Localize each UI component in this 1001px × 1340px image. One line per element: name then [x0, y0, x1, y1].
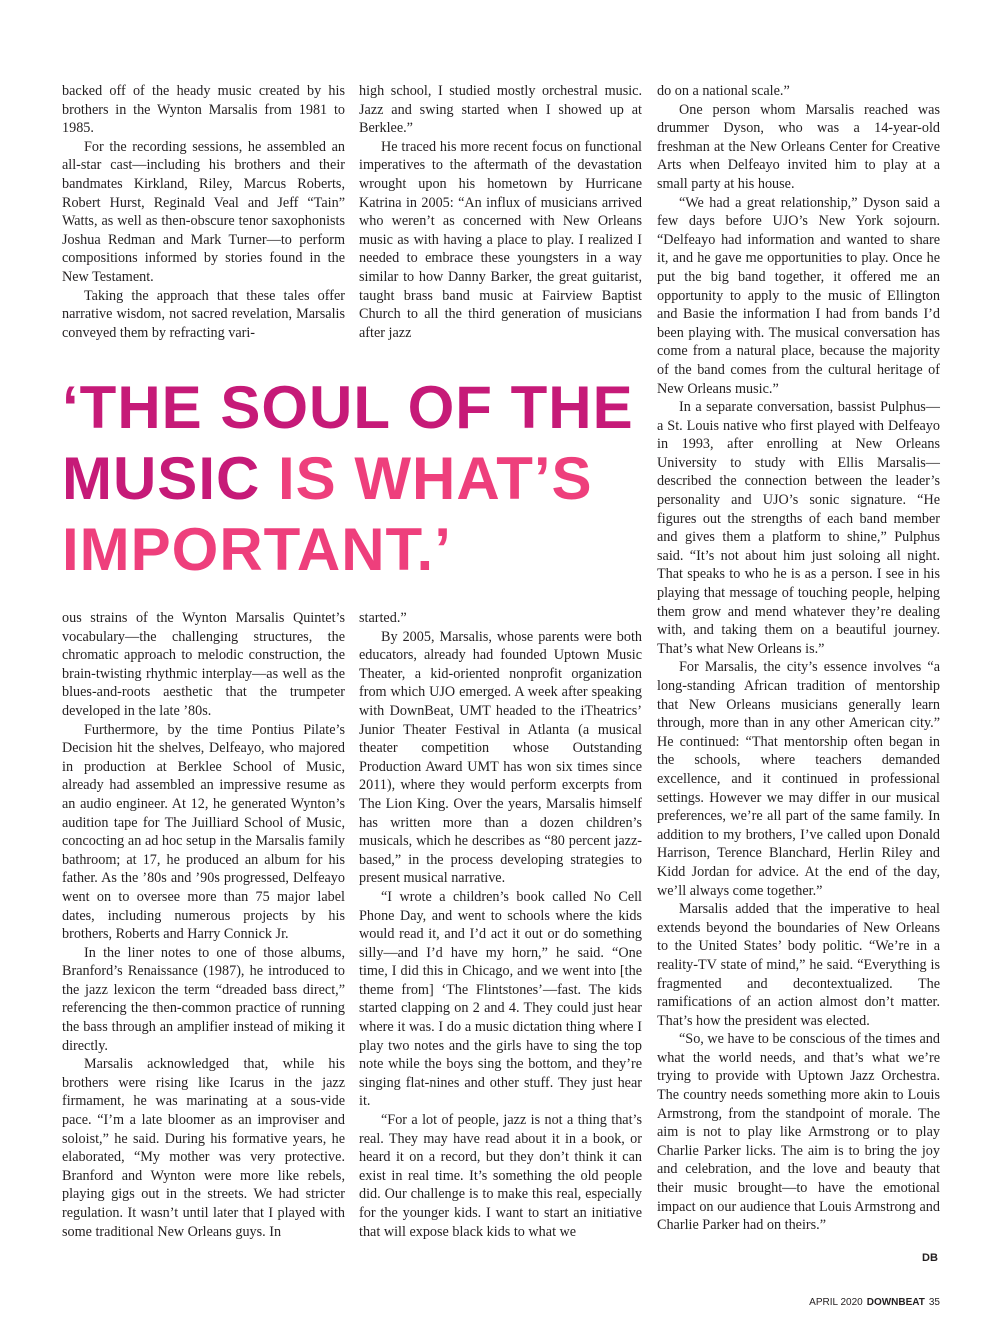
paragraph: ous strains of the Wynton Marsalis Quintet’s vocabulary—the challenging structures, the chromatic approach to melodic construction, the brain-twisting rhythmic interplay—as well as the blues-and-roots aesthetic that the trumpeter developed in the late ’80s.	[62, 610, 345, 719]
end-of-article-mark: DB	[922, 1252, 938, 1264]
paragraph: In a separate conversation, bassist Pulphus—a St. Louis native who first played with Delfeayo in 1993, after enrolling at New Orleans University to study with Ellis Marsalis—described the connection between the leader’s personality and UJO’s sonic signature. “He figures out the strengths of each band member and gives them a platform to shine,” Pulphus said. “It’s not about him just soloing all night. That speaks to who he is as a person. I see in his playing that message of touching people, helping them grow and mend whatever they’re dealing with, and taking them on a beautiful journey. That’s what New Orleans is.”	[657, 399, 940, 657]
page-number: 35	[928, 1297, 940, 1308]
pull-quote-part-1: ‘THE SOUL OF THE MUSIC	[62, 374, 634, 512]
paragraph: By 2005, Marsalis, whose parents were both educators, already had founded Uptown Music Theater, a kid-oriented nonprofit organization from which UJO emerged. A week after speaking with DownBeat, UMT headed to the iTheatrics’ Junior Theater Festival in Atlanta (a musical theater competition whose Outstanding Production Award UMT has won six times since 2011), where they would perform excerpts from The Lion King. Over the years, Marsalis himself has written more than a dozen children’s musicals, which he describes as “80 percent jazz-based,” in the process developing strategies to present musical narrative.	[359, 628, 642, 887]
paragraph: “For a lot of people, jazz is not a thing that’s real. They may have read about it in a book, or heard it on a record, but they don’t think it can exist in real time. It’s something the old people did. Our challenge is to make this real, especially for the younger kids. I want to start an initiative that will expose black kids to what we	[359, 1112, 642, 1240]
paragraph: For the recording sessions, he assembled an all-star cast—including his brothers and their bandmates Kirkland, Riley, Marcus Roberts, Robert Hurst, Reginald Veal and Jeff “Tain” Watts, as well as then-obscure tenor saxophonists Joshua Redman and Mark Turner—to perform compositions informed by stories found in the New Testament.	[62, 138, 345, 285]
footer-date: APRIL 2020	[809, 1297, 863, 1308]
paragraph: do on a national scale.”	[657, 83, 790, 99]
paragraph: One person whom Marsalis reached was drummer Dyson, who was a 14-year-old freshman at the New Orleans Center for Creative Arts when Delfeayo invited him to play at a small party at his house.	[657, 101, 940, 192]
paragraph: He traced his more recent focus on functional imperatives to the aftermath of the devastation wrought upon his hometown by Hurricane Katrina in 2005: “An influx of musicians arrived who weren’t as concerned with New Orleans music as with having a place to play. I realized I needed to embrace these youngsters in a way similar to how Danny Barker, the great guitarist, taught brass band music at Fairview Baptist Church to all the third generation of musicians after jazz	[359, 138, 642, 341]
paragraph: In the liner notes to one of those albums, Branford’s Renaissance (1987), he introduced to the jazz lexicon the term “dreaded bass direct,” referencing the then-common practice of running the bass through an amplifier instead of miking it directly.	[62, 944, 345, 1054]
article-column-right	[657, 82, 940, 1235]
paragraph: started.”	[359, 610, 407, 626]
paragraph: backed off of the heady music created by his brothers in the Wynton Marsalis from 1981 to 1985.	[62, 83, 345, 137]
footer-magazine-name: DOWNBEAT	[866, 1297, 925, 1308]
pull-quote-part-2: IS WHAT’S IMPORTANT.’	[62, 445, 593, 583]
paragraph: “We had a great relationship,” Dyson said a few days before UJO’s New York sojourn. “Delfeayo had information and wanted to share it, and he gave me opportunities to play. Once he put the big band together, it offered me an opportunity to apply to the music of Ellington and Basie the information I had from bands I’d been playing with. The musical conversation has come from a natural place, because the majority of the band comes from the cultural heritage of New Orleans music.”	[657, 194, 940, 397]
paragraph: “I wrote a children’s book called No Cell Phone Day, and went to schools where the kids would read it, and I’d act it out or do something silly—and I’d have my horn,” he said. “One time, I did this in Chicago, and we went into [the theme from] ‘The Flintstones’—fast. The kids started clapping on 2 and 4. They could just hear where it was. I do a music dictation thing where I play two notes and the girls have to sing the top note while the boys sing the bottom, and they’re singing flat-nines and other stuff. They just hear it.	[359, 888, 642, 1110]
paragraph: Furthermore, by the time Pontius Pilate’s Decision hit the shelves, Delfeayo, who majored in production at Berklee School of Music, already had assembled an impressive resume as an audio engineer. At 12, he generated Wynton’s audition tape for The Juilliard School of Music, concocting an ad hoc setup in the Marsalis family bathroom; at 17, he produced an album for his father. As the ’80s and ’90s progressed, Delfeayo went on to oversee more than 75 major label dates, including numerous projects by his brothers, Roberts and Harry Connick Jr.	[62, 721, 345, 943]
paragraph: Marsalis added that the imperative to heal extends beyond the boundaries of New Orleans to the United States’ body politic. “We’re in a reality-TV state of mind,” he said. “Everything is fragmented and decontextualized. The ramifications of an action almost don’t matter. That’s how the president was elected.	[657, 901, 940, 1029]
paragraph: Marsalis acknowledged that, while his brothers were rising like Icarus in the jazz firmament, he was marinating at a sous-vide pace. “I’m a late bloomer as an improviser and soloist,” he said. During his formative years, he elaborated, “My mother was very protective. Branford and Wynton were more like rebels, playing gigs out in the streets. We had stricter regulation. It wasn’t until later that I played with some traditional New Orleans guys. In	[62, 1056, 345, 1240]
article-column-middle-bottom	[359, 609, 642, 1241]
paragraph: For Marsalis, the city’s essence involves “a long-standing African tradition of mentorship that New Orleans musicians generally learn through, more than in any other American city.” He continued: “That mentorship often began in the schools, where teachers demanded excellence, and it continued in professional settings. However we may differ in our musical preferences, we’re all part of the same family. In addition to my brothers, I’ve called upon Donald Harrison, Terence Blanchard, Herlin Riley and Kidd Jordan for advice. At the end of the day, we’ll always come together.”	[657, 659, 940, 899]
article-column-left-bottom	[62, 609, 345, 1241]
paragraph: “So, we have to be conscious of the times and what the world needs, and that’s what we’re trying to provide with Uptown Jazz Orchestra. The country needs something more akin to Louis Armstrong, from the standpoint of morale. The aim is not to play like Armstrong or to play Charlie Parker licks. The aim is to bring the joy and celebration, and the love and beauty that their music brought—to have the emotional impact on our audience that Louis Armstrong and Charlie Parker had on theirs.”	[657, 1031, 940, 1234]
article-column-left-top	[62, 82, 345, 342]
pull-quote	[62, 372, 652, 585]
article-column-middle-top	[359, 82, 642, 342]
paragraph: Taking the approach that these tales offer narrative wisdom, not sacred revelation, Marsalis conveyed them by refracting vari-	[62, 287, 345, 341]
paragraph: high school, I studied mostly orchestral music. Jazz and swing started when I showed up at Berklee.”	[359, 83, 642, 137]
page-footer	[780, 1297, 940, 1308]
